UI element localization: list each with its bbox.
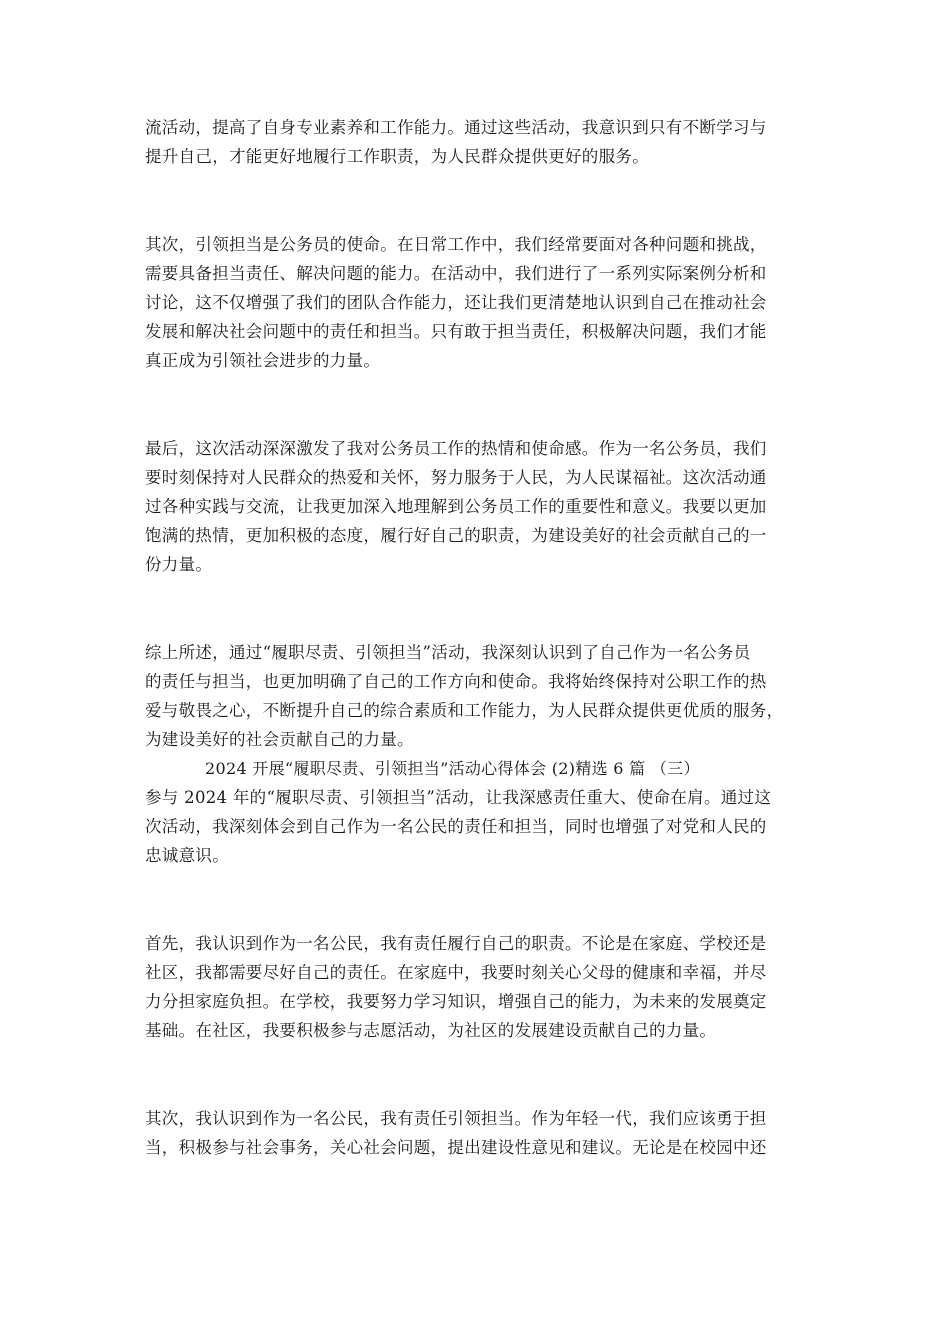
paragraph-3 [145, 434, 825, 579]
text-line: 参与 2024 年的“履职尽责、引领担当”活动，让我深感责任重大、使命在肩。通过这 [145, 788, 772, 807]
text-line: 讨论，这不仅增强了我们的团队合作能力，还让我们更清楚地认识到自己在推动社会 [145, 293, 767, 312]
paragraph-5 [145, 783, 825, 870]
paragraph-4 [145, 638, 825, 754]
text-line: 首先，我认识到作为一名公民，我有责任履行自己的职责。不论是在家庭、学校还是 [145, 934, 767, 953]
text-line: 基础。在社区，我要积极参与志愿活动，为社区的发展建设贡献自己的力量。 [145, 1021, 717, 1040]
text-line: 其次，引领担当是公务员的使命。在日常工作中，我们经常要面对各种问题和挑战， [145, 235, 767, 254]
text-line: 次活动，我深刻体会到自己作为一名公民的责任和担当，同时也增强了对党和人民的 [145, 817, 767, 836]
document-page [145, 113, 825, 1162]
text-line: 要时刻保持对人民群众的热爱和关怀，努力服务于人民，为人民谋福祉。这次活动通 [145, 468, 767, 487]
text-line: 爱与敬畏之心，不断提升自己的综合素质和工作能力，为人民群众提供更优质的服务， [145, 701, 784, 720]
paragraph-7 [145, 1104, 825, 1162]
text-line: 最后，这次活动深深激发了我对公务员工作的热情和使命感。作为一名公务员，我们 [145, 439, 767, 458]
text-line: 份力量。 [145, 555, 213, 574]
text-line: 提升自己，才能更好地履行工作职责，为人民群众提供更好的服务。 [145, 147, 649, 166]
text-line: 发展和解决社会问题中的责任和担当。只有敢于担当责任，积极解决问题，我们才能 [145, 322, 767, 341]
text-line: 其次，我认识到作为一名公民，我有责任引领担当。作为年轻一代，我们应该勇于担 [145, 1109, 767, 1128]
text-line: 的责任与担当，也更加明确了自己的工作方向和使命。我将始终保持对公职工作的热 [145, 672, 767, 691]
text-line: 过各种实践与交流，让我更加深入地理解到公务员工作的重要性和意义。我要以更加 [145, 497, 767, 516]
text-line: 当，积极参与社会事务，关心社会问题，提出建设性意见和建议。无论是在校园中还 [145, 1138, 767, 1157]
section-heading: 2024 开展“履职尽责、引领担当”活动心得体会 (2)精选 6 篇 （三） [205, 759, 700, 778]
text-line: 真正成为引领社会进步的力量。 [145, 351, 381, 370]
text-line: 饱满的热情，更加积极的态度，履行好自己的职责，为建设美好的社会贡献自己的一 [145, 526, 767, 545]
text-line: 社区，我都需要尽好自己的责任。在家庭中，我要时刻关心父母的健康和幸福，并尽 [145, 963, 767, 982]
text-line: 为建设美好的社会贡献自己的力量。 [145, 730, 414, 749]
paragraph-2 [145, 230, 825, 375]
text-line: 综上所述，通过“履职尽责、引领担当”活动，我深刻认识到了自己作为一名公务员 [145, 643, 751, 662]
text-line: 需要具备担当责任、解决问题的能力。在活动中，我们进行了一系列实际案例分析和 [145, 264, 767, 283]
paragraph-6 [145, 929, 825, 1045]
text-line: 流活动，提高了自身专业素养和工作能力。通过这些活动，我意识到只有不断学习与 [145, 118, 767, 137]
paragraph-1 [145, 113, 825, 171]
text-line: 力分担家庭负担。在学校，我要努力学习知识，增强自己的能力，为未来的发展奠定 [145, 992, 767, 1011]
text-line: 忠诚意识。 [145, 846, 229, 865]
